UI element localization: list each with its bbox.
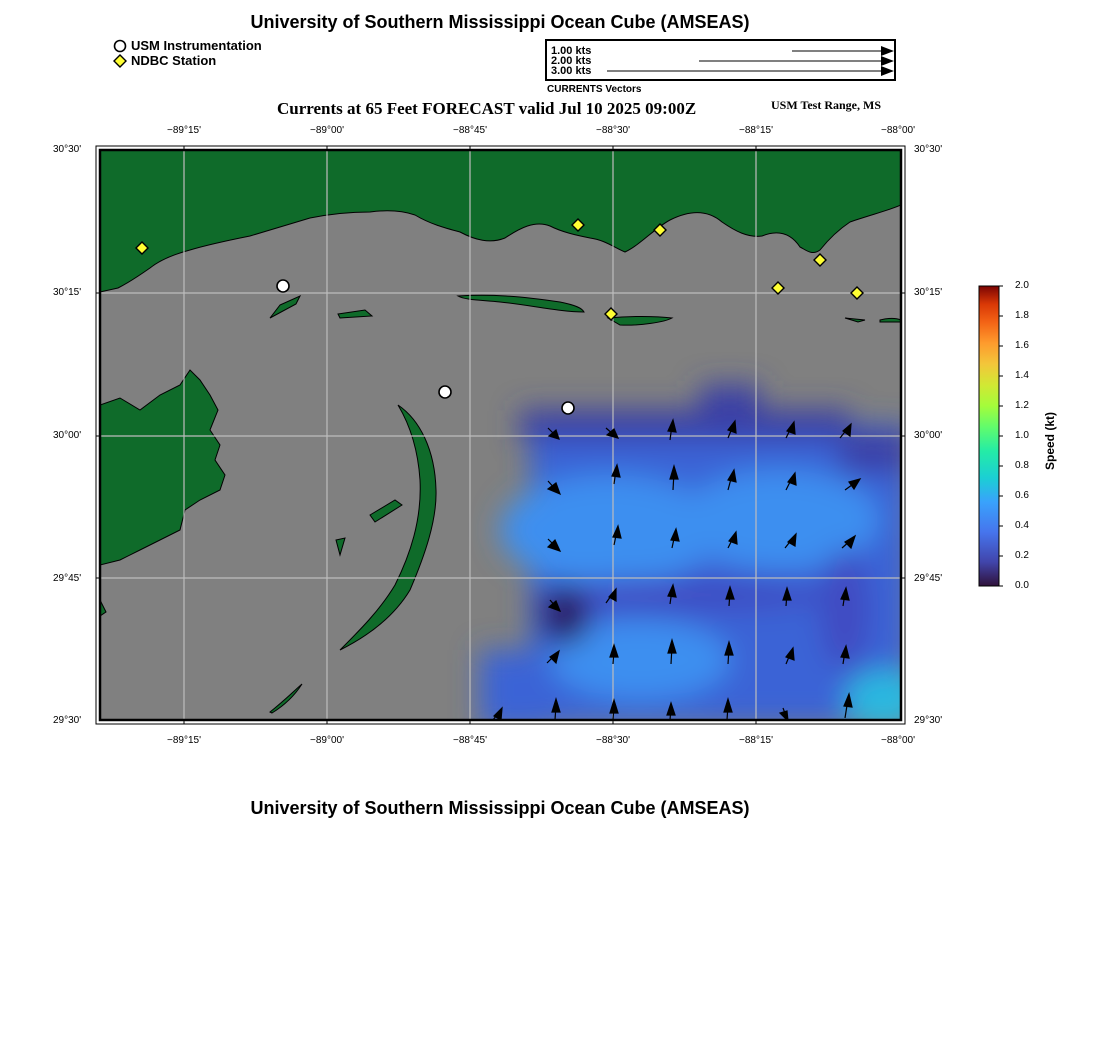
lon-tick-top: −89°15': [167, 125, 201, 136]
vector-key-item: 3.00 kts: [551, 65, 592, 77]
lon-tick-top: −88°45': [453, 125, 487, 136]
colorbar-tick: 0.8: [1015, 460, 1029, 471]
lat-tick-right: 29°45': [914, 573, 943, 584]
lat-tick-right: 30°00': [914, 430, 943, 441]
vector-key-item: 2.00 kts: [551, 55, 592, 67]
lat-tick-left: 29°45': [53, 573, 82, 584]
lon-tick-bottom: −88°15': [739, 735, 773, 746]
lon-tick-top: −89°00': [310, 125, 344, 136]
lon-tick-bottom: −88°30': [596, 735, 630, 746]
lon-tick-top: −88°00': [881, 125, 915, 136]
lat-tick-left: 30°15': [53, 287, 82, 298]
speed-colorbar: [976, 283, 1008, 589]
legend-item-ndbc: [113, 53, 262, 68]
footer-title: University of Southern Mississippi Ocean Cube (AMSEAS): [250, 798, 750, 818]
lat-tick-right: 29°30': [914, 715, 943, 726]
colorbar-tick: 2.0: [1015, 280, 1029, 291]
lon-tick-top: −88°15': [739, 125, 773, 136]
usm-station-marker: [439, 386, 451, 398]
usm-station-marker: [562, 402, 574, 414]
vector-key-arrows: [547, 41, 894, 79]
lon-tick-bottom: −88°00': [881, 735, 915, 746]
lon-tick-top: −88°30': [596, 125, 630, 136]
lat-tick-left: 29°30': [53, 715, 82, 726]
colorbar-tick: 1.6: [1015, 340, 1029, 351]
usm-circle-icon: [113, 39, 127, 53]
legend-item-usm: [113, 38, 262, 53]
colorbar-tick: 1.0: [1015, 430, 1029, 441]
colorbar-tick: 1.4: [1015, 370, 1029, 381]
colorbar-tick: 0.4: [1015, 520, 1029, 531]
lat-tick-right: 30°30': [914, 144, 943, 155]
arrowhead-icon: [881, 56, 894, 66]
page-title: University of Southern Mississippi Ocean Cube (AMSEAS): [250, 12, 750, 32]
lon-tick-bottom: −88°45': [453, 735, 487, 746]
vector-key: [545, 39, 896, 81]
colorbar-tick: 0.0: [1015, 580, 1029, 591]
lon-tick-bottom: −89°15': [167, 735, 201, 746]
symbol-legend: [113, 38, 262, 68]
lat-tick-left: 30°30': [53, 144, 82, 155]
legend-ndbc-label: NDBC Station: [131, 53, 217, 68]
lon-tick-bottom: −89°00': [310, 735, 344, 746]
colorbar-tick: 1.8: [1015, 310, 1029, 321]
currents-map[interactable]: [94, 144, 908, 727]
vector-key-item: 1.00 kts: [551, 45, 592, 57]
colorbar-tick: 0.2: [1015, 550, 1029, 561]
colorbar-tick: 0.6: [1015, 490, 1029, 501]
legend-usm-label: USM Instrumentation: [131, 38, 262, 53]
region-label: USM Test Range, MS: [771, 98, 882, 112]
colorbar-tick: 1.2: [1015, 400, 1029, 411]
arrowhead-icon: [881, 66, 894, 76]
usm-station-marker: [277, 280, 289, 292]
map-subtitle: Currents at 65 Feet FORECAST valid Jul 10 2025 09:00Z: [277, 99, 697, 118]
lat-tick-left: 30°00': [53, 430, 82, 441]
vector-key-title: CURRENTS Vectors: [547, 84, 642, 95]
lat-tick-right: 30°15': [914, 287, 943, 298]
colorbar-label: Speed (kt): [1043, 411, 1057, 470]
ndbc-diamond-icon: [113, 54, 127, 68]
arrowhead-icon: [881, 46, 894, 56]
